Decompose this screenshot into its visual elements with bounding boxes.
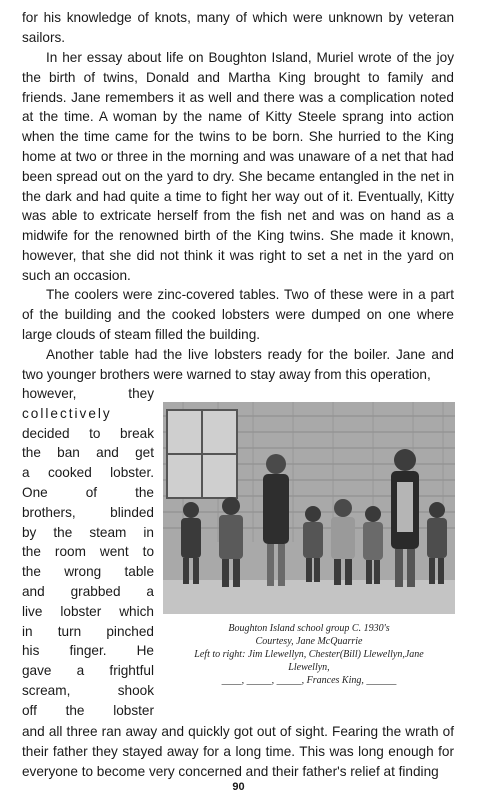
wrapped-line: and grabbed a [22,583,154,599]
wrapped-line: off the lobster [22,702,154,718]
wrapped-line: brothers, blinded [22,504,154,520]
paragraph-ending: and all three ran away and quickly got out of sight. Fearing the wrath of their father they stayed away for a long time. This was long enough for everyone to become very concerned and their father's relief at finding [22,724,454,779]
wrapped-line: the room went to [22,544,154,560]
paragraph-live-lobsters: Another table had the live lobsters ready for the boiler. Jane and two younger brothers were warned to stay away from this operation, [22,347,454,382]
photo-caption [163,622,455,687]
paragraph-twins: In her essay about life on Boughton Island, Muriel wrote of the joy the birth of twins, Donald and Martha King brought to family and friends. Jane remembers it as well and there was a complication noted at the time. A woman by the name of Kitty Steele sprang into action when the time came for the twins to be born. She hurried to the King home at two or three in the morning and was unaware of a net that had been spread out on the yard to dry. She became entangled in the net in the dark and had quite a time to fight her way out of it. Eventually, Kitty was able to extricate herself from the fish net and was on hand as a midwife for the renowned birth of the King twins. She made it known, however, that she did not think it was right to set a net in the yard on such an occasion. [22,50,454,283]
photo-illustration [163,402,455,614]
paragraph-coolers: The coolers were zinc-covered tables. Two of these were in a part of the building and the cooked lobsters were dumped on one where large clouds of steam filled the building. [22,287,454,342]
wrapped-line: a cooked lobster. [22,465,154,481]
caption-names-cont: Llewellyn, [288,662,330,673]
wrapped-line: in turn pinched [22,623,154,639]
caption-credit: Courtesy, Jane McQuarrie [255,636,363,647]
caption-names: Left to right: Jim Llewellyn, Chester(Bill) Llewellyn,Jane [194,649,424,660]
school-group-photo [163,402,455,614]
caption-names-blanks: ____, _____, _____, Frances King, ______ [221,675,397,686]
wrapped-line: by the steam in [22,524,154,540]
wrapped-line: gave a frightful [22,663,154,679]
wrapped-line: however, they [22,386,154,401]
caption-title: Boughton Island school group C. 1930's [228,623,390,634]
page-number: 90 [232,781,245,793]
wrapped-line: his finger. He [22,643,154,659]
wrapped-line: scream, shook [22,682,154,698]
wrapped-line: collectively [22,405,112,421]
paragraph-wrapped-column [22,384,154,721]
wrapped-line: live lobster which [22,603,154,619]
wrapped-line: the wrong table [22,564,154,580]
paragraph-continued: for his knowledge of knots, many of which were unknown by veteran sailors. [22,10,454,45]
wrapped-line: the ban and get [22,445,154,461]
wrapped-line: decided to break [22,425,154,441]
wrapped-line: One of the [22,484,154,500]
